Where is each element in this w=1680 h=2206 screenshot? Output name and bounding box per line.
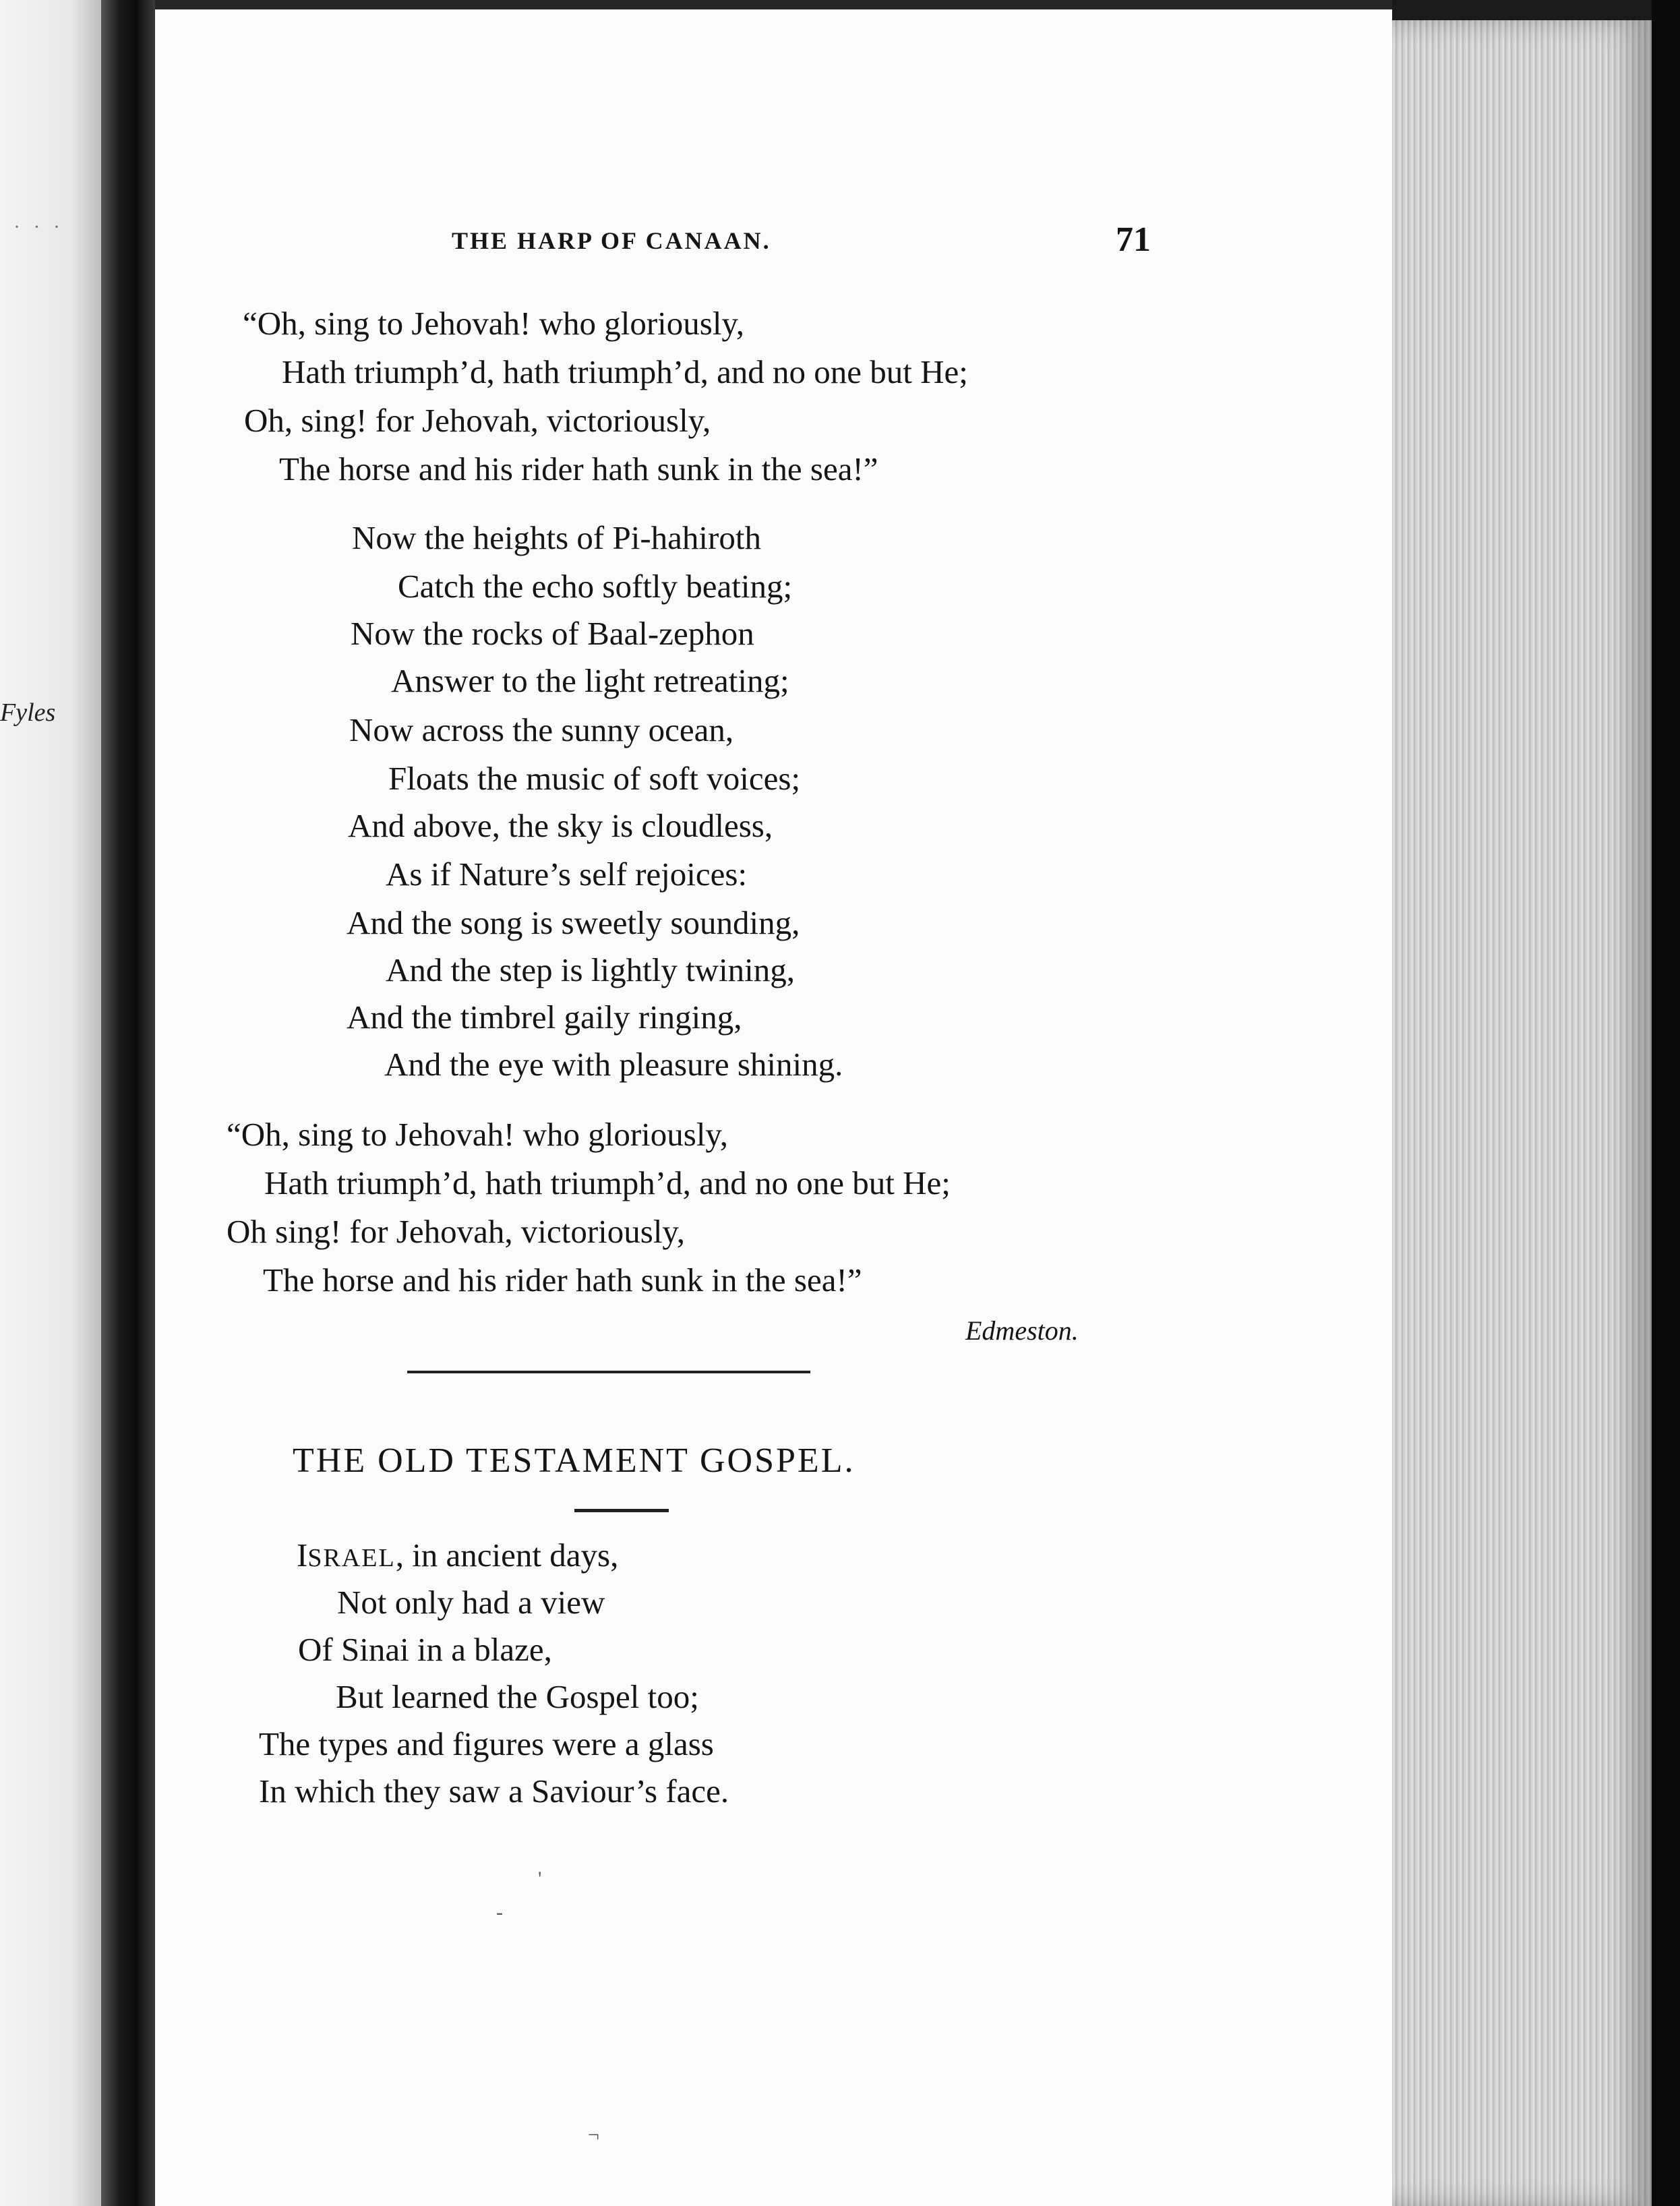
attribution: Edmeston. <box>965 1315 1079 1346</box>
poem-line: The horse and his rider hath sunk in the sea!” <box>263 1261 862 1299</box>
print-speck: ¬ <box>588 2124 599 2146</box>
running-head: THE HARP OF CANAAN. <box>452 227 771 254</box>
facing-page-marks: · · · <box>13 216 64 238</box>
poem-line: Oh sing! for Jehovah, victoriously, <box>227 1213 685 1250</box>
poem-line: And the eye with pleasure shining. <box>384 1046 843 1083</box>
poem-line: Catch the echo softly beating; <box>398 568 793 605</box>
drop-word: ISRAEL <box>297 1537 396 1574</box>
poem-line: And the song is sweetly sounding, <box>347 904 800 941</box>
poem-line: Answer to the light retreating; <box>391 662 789 699</box>
page-fore-edge <box>1392 20 1652 2206</box>
poem-line: The horse and his rider hath sunk in the sea!” <box>279 450 878 487</box>
poem-line: Now across the sunny ocean, <box>349 711 734 748</box>
print-speck: - <box>496 1901 503 1924</box>
facing-page <box>0 0 101 2206</box>
poem-line: Of Sinai in a blaze, <box>298 1631 552 1668</box>
title-rule <box>574 1509 669 1512</box>
book-background <box>1652 0 1680 2206</box>
poem-line: As if Nature’s self rejoices: <box>386 856 748 893</box>
poem-line: “Oh, sing to Jehovah! who gloriously, <box>227 1116 728 1153</box>
poem-line: And the timbrel gaily ringing, <box>347 998 742 1036</box>
poem-line: Oh, sing! for Jehovah, victoriously, <box>244 402 711 439</box>
page-number: 71 <box>1116 220 1151 259</box>
section-title: THE OLD TESTAMENT GOSPEL. <box>293 1441 856 1480</box>
binding-gutter <box>101 0 155 2206</box>
poem-line: Now the rocks of Baal-zephon <box>351 615 754 652</box>
print-speck: ' <box>538 1868 542 1890</box>
poem-line: Now the heights of Pi-hahiroth <box>352 519 761 556</box>
poem-line: And above, the sky is cloudless, <box>348 807 773 844</box>
poem-line: “Oh, sing to Jehovah! who gloriously, <box>243 305 744 342</box>
poem-line: The types and figures were a glass <box>259 1725 714 1762</box>
poem-line: Not only had a view <box>337 1584 605 1621</box>
poem-line: But learned the Gospel too; <box>336 1678 699 1715</box>
poem-line: In which they saw a Saviour’s face. <box>259 1772 729 1810</box>
poem-line: Hath triumph’d, hath triumph’d, and no one but He; <box>282 353 968 390</box>
section-divider <box>407 1371 810 1373</box>
poem-line <box>297 1539 618 1572</box>
poem-line: Floats the music of soft voices; <box>388 760 801 797</box>
facing-page-margin-note: Fyles <box>0 698 56 727</box>
poem-line: Hath triumph’d, hath triumph’d, and no one but He; <box>264 1164 951 1201</box>
poem-line-rest: , in ancient days, <box>395 1537 619 1574</box>
poem-line: And the step is lightly twining, <box>386 951 796 988</box>
